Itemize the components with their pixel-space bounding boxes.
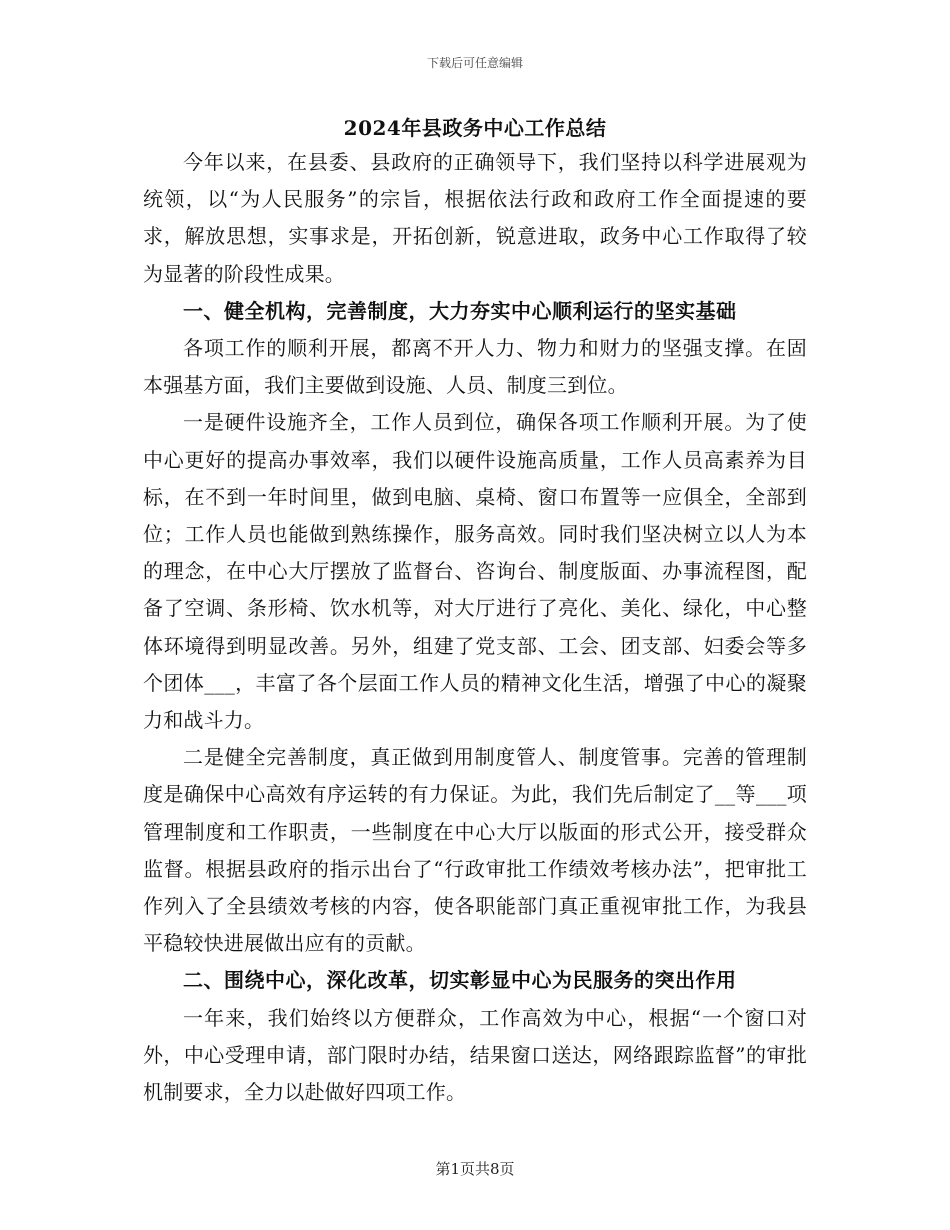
- page-number: 第1页共8页: [435, 1160, 515, 1178]
- paragraph-intro: 今年以来，在县委、县政府的正确领导下，我们坚持以科学进展观为统领，以“为人民服务”的宗旨，根据依法行政和政府工作全面提速的要求，解放思想，实事求是，开拓创新，锐意进取，政务中心工作取得了较为显著的阶段性成果。: [143, 150, 807, 286]
- paragraph: 二是健全完善制度，真正做到用制度管人、制度管事。完善的管理制度是确保中心高效有序运转的有力保证。为此，我们先后制定了__等___项管理制度和工作职责，一些制度在中心大厅以版面的形式公开，接受群众监督。根据县政府的指示出台了“行政审批工作绩效考核办法”，把审批工作列入了全县绩效考核的内容，使各职能部门真正重视审批工作，为我县平稳较快进展做出应有的贡献。: [143, 745, 807, 956]
- paragraph: 各项工作的顺利开展，都离不开人力、物力和财力的坚强支撑。在固本强基方面，我们主要做到设施、人员、制度三到位。: [143, 336, 807, 398]
- section-heading-1: 一、健全机构，完善制度，大力夯实中心顺利运行的坚实基础: [183, 298, 737, 323]
- document-title: 2024年县政务中心工作总结: [343, 116, 607, 140]
- header-note: 下载后可任意编辑: [426, 56, 523, 70]
- paragraph: 一是硬件设施齐全，工作人员到位，确保各项工作顺利开展。为了使中心更好的提高办事效率，我们以硬件设施高质量，工作人员高素养为目标，在不到一年时间里，做到电脑、桌椅、窗口布置等一应俱全，全部到位；工作人员也能做到熟练操作，服务高效。同时我们坚决树立以人为本的理念，在中心大厅摆放了监督台、咨询台、制度版面、办事流程图，配备了空调、条形椅、饮水机等，对大厅进行了亮化、美化、绿化，中心整体环境得到明显改善。另外，组建了党支部、工会、团支部、妇委会等多个团体___，丰富了各个层面工作人员的精神文化生活，增强了中心的凝聚力和战斗力。: [143, 410, 807, 733]
- paragraph: 一年来，我们始终以方便群众，工作高效为中心，根据“一个窗口对外，中心受理申请，部门限时办结，结果窗口送达，网络跟踪监督”的审批机制要求，全力以赴做好四项工作。: [143, 1005, 807, 1105]
- section-heading-2: 二、围绕中心，深化改革，切实彰显中心为民服务的突出作用: [183, 968, 737, 993]
- document-body: [143, 112, 807, 1111]
